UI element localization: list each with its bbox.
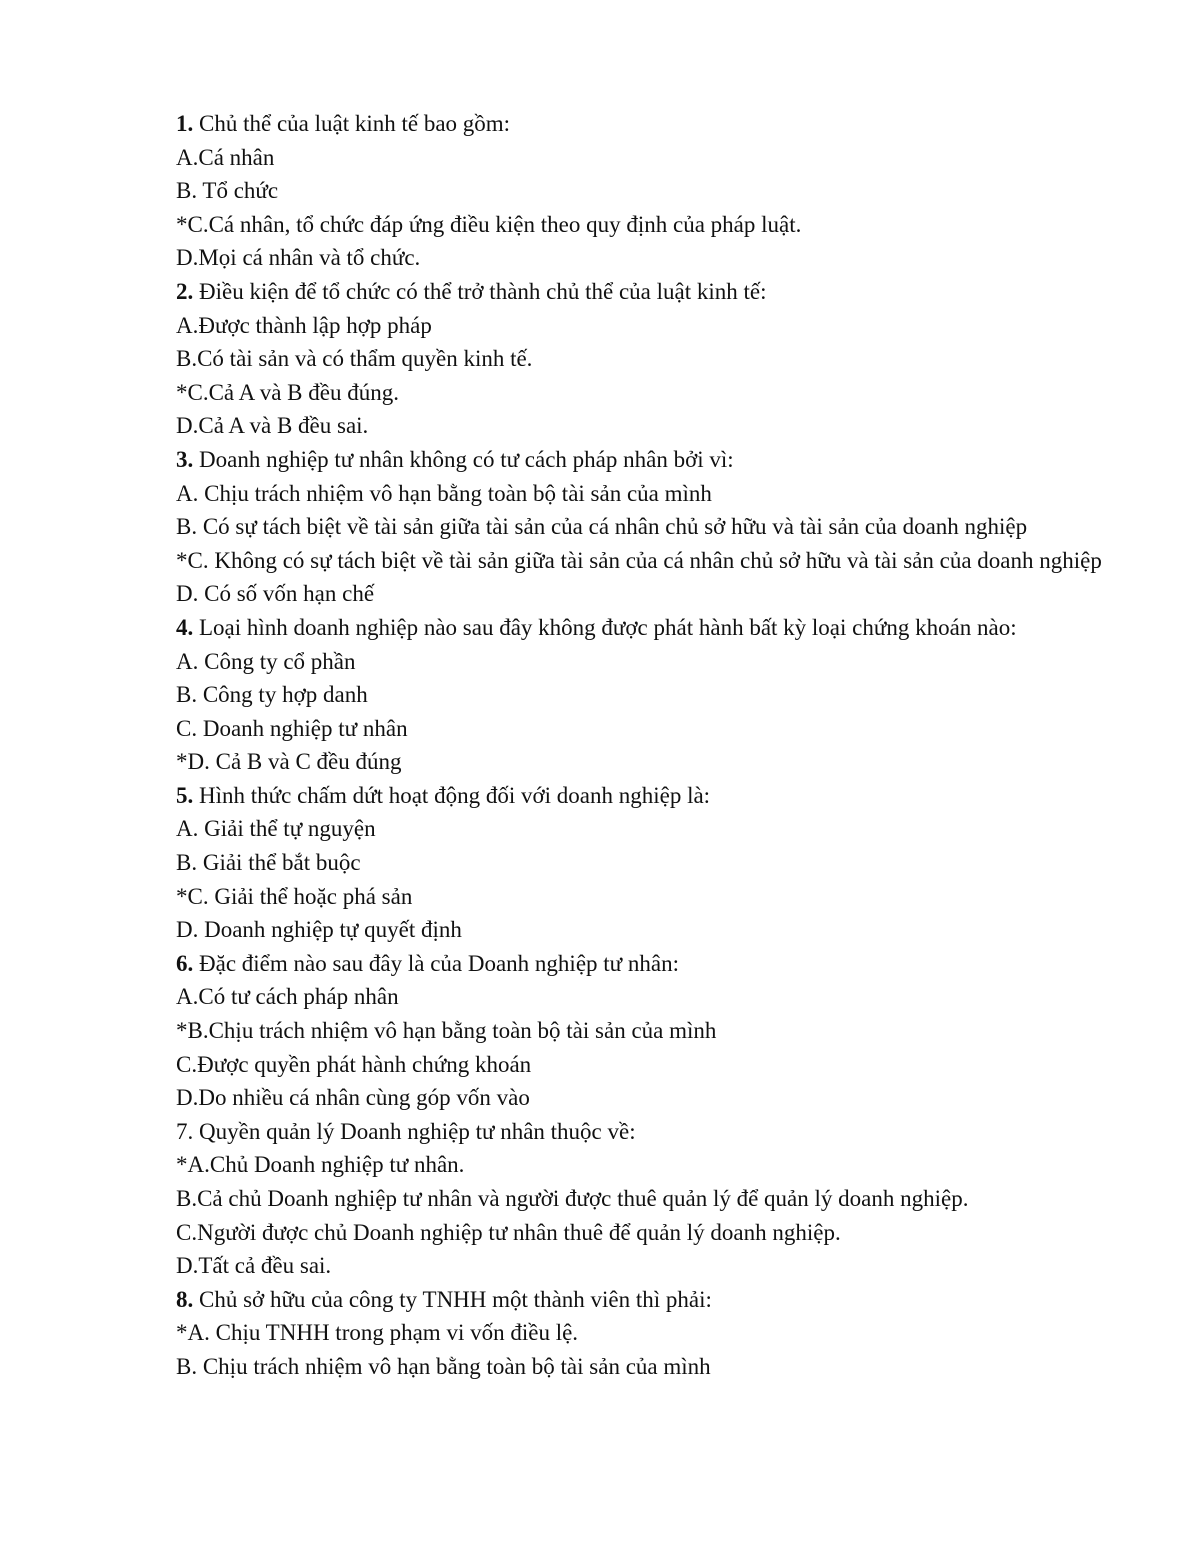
option-b: B. Có sự tách biệt về tài sản giữa tài sản của cá nhân chủ sở hữu và tài sản của doanh nghiệp bbox=[176, 514, 1028, 540]
option-a: A.Có tư cách pháp nhân bbox=[176, 984, 399, 1010]
option-b: B. Giải thể bắt buộc bbox=[176, 850, 361, 876]
option-c: C.Người được chủ Doanh nghiệp tư nhân thuê để quản lý doanh nghiệp. bbox=[176, 1219, 841, 1245]
question-text: Đặc điểm nào sau đây là của Doanh nghiệp tư nhân: bbox=[193, 950, 679, 976]
document-page bbox=[176, 107, 1110, 1384]
option-b-correct: *B.Chịu trách nhiệm vô hạn bằng toàn bộ tài sản của mình bbox=[176, 1018, 717, 1044]
question-text: Hình thức chấm dứt hoạt động đối với doanh nghiệp là: bbox=[193, 782, 711, 808]
option-c-correct: *C.Cá nhân, tổ chức đáp ứng điều kiện theo quy định của pháp luật. bbox=[176, 211, 802, 237]
option-d-correct: *D. Cả B và C đều đúng bbox=[176, 749, 402, 775]
question-text: Chủ thể của luật kinh tế bao gồm: bbox=[193, 111, 511, 136]
question-5 bbox=[176, 779, 1110, 813]
question-number: 8. bbox=[176, 1286, 194, 1312]
option-b: B. Chịu trách nhiệm vô hạn bằng toàn bộ tài sản của mình bbox=[176, 1353, 711, 1379]
question-6 bbox=[176, 947, 1110, 981]
option-b: B.Cả chủ Doanh nghiệp tư nhân và người được thuê quản lý để quản lý doanh nghiệp. bbox=[176, 1186, 969, 1211]
question-8 bbox=[176, 1283, 1110, 1317]
question-3 bbox=[176, 443, 1110, 477]
option-b: B. Công ty hợp danh bbox=[176, 682, 368, 708]
option-b: B. Tổ chức bbox=[176, 178, 279, 204]
option-a: A. Công ty cổ phần bbox=[176, 648, 356, 674]
option-d: D.Tất cả đều sai. bbox=[176, 1253, 332, 1279]
question-text: Chủ sở hữu của công ty TNHH một thành viên thì phải: bbox=[193, 1286, 712, 1312]
question-number: 2. bbox=[176, 278, 194, 304]
option-c-correct: *C. Không có sự tách biệt về tài sản giữa tài sản của cá nhân chủ sở hữu và tài sản của doanh nghiệp bbox=[176, 547, 1102, 573]
question-text: Loại hình doanh nghiệp nào sau đây không được phát hành bất kỳ loại chứng khoán nào: bbox=[193, 614, 1017, 640]
option-a-correct: *A.Chủ Doanh nghiệp tư nhân. bbox=[176, 1152, 465, 1178]
option-d: D. Doanh nghiệp tự quyết định bbox=[176, 917, 462, 943]
option-c-correct: *C. Giải thể hoặc phá sản bbox=[176, 883, 413, 909]
option-d: D. Có số vốn hạn chế bbox=[176, 581, 375, 607]
option-c: C.Được quyền phát hành chứng khoán bbox=[176, 1051, 532, 1077]
option-d: D.Do nhiều cá nhân cùng góp vốn vào bbox=[176, 1085, 530, 1111]
question-number: 6. bbox=[176, 950, 194, 976]
question-number: 1. bbox=[176, 111, 194, 136]
option-d: D.Cả A và B đều sai. bbox=[176, 413, 369, 439]
question-text: 7. Quyền quản lý Doanh nghiệp tư nhân thuộc về: bbox=[176, 1118, 636, 1144]
option-d: D.Mọi cá nhân và tổ chức. bbox=[176, 245, 421, 271]
option-a-correct: *A. Chịu TNHH trong phạm vi vốn điều lệ. bbox=[176, 1320, 579, 1346]
question-4 bbox=[176, 611, 1110, 645]
question-number: 5. bbox=[176, 782, 194, 808]
question-text: Điều kiện để tổ chức có thể trở thành chủ thể của luật kinh tế: bbox=[193, 278, 767, 304]
option-a: A.Cá nhân bbox=[176, 144, 275, 170]
option-a: A. Giải thể tự nguyện bbox=[176, 816, 376, 842]
question-2 bbox=[176, 275, 1110, 309]
question-number: 4. bbox=[176, 614, 194, 640]
option-c: C. Doanh nghiệp tư nhân bbox=[176, 715, 408, 741]
question-number: 3. bbox=[176, 446, 194, 472]
question-7 bbox=[176, 1115, 1110, 1149]
option-b: B.Có tài sản và có thẩm quyền kinh tế. bbox=[176, 346, 533, 372]
option-a: A. Chịu trách nhiệm vô hạn bằng toàn bộ tài sản của mình bbox=[176, 480, 712, 506]
option-c-correct: *C.Cả A và B đều đúng. bbox=[176, 379, 399, 405]
question-text: Doanh nghiệp tư nhân không có tư cách pháp nhân bởi vì: bbox=[193, 446, 734, 472]
question-1 bbox=[176, 107, 1110, 141]
option-a: A.Được thành lập hợp pháp bbox=[176, 312, 432, 338]
